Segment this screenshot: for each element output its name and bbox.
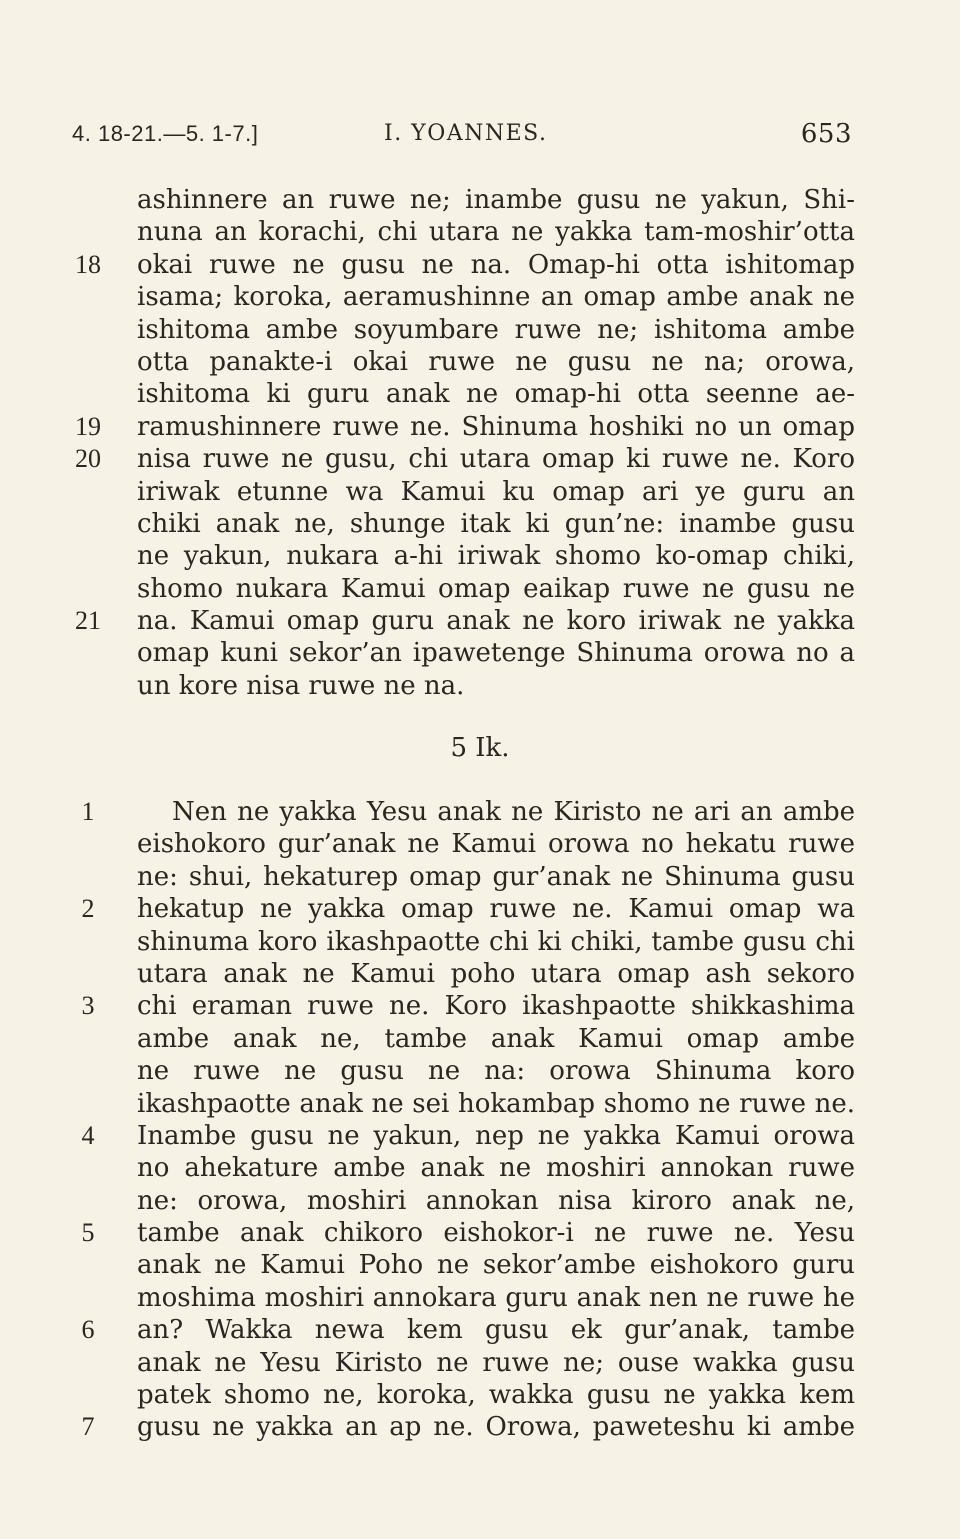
text-line: [0, 828, 960, 860]
line-text: shomo nukara Kamui omap eaikap ruwe ne gusu ne: [137, 573, 855, 604]
line-text: tambe anak chikoro eishokor-i ne ruwe ne. Yesu: [137, 1218, 855, 1249]
line-text: ishitoma ambe soyumbare ruwe ne; ishitoma ambe: [137, 314, 855, 345]
line-text: eishokoro gur’anak ne Kamui orowa no hekatu ruwe: [137, 829, 855, 860]
text-line: [0, 1088, 960, 1120]
running-reference: 4. 18-21.—5. 1-7.]: [72, 121, 259, 146]
verse-number: 6: [81, 1315, 95, 1345]
line-text: ashinnere an ruwe ne; inambe gusu ne yakun, Shi-: [137, 185, 855, 215]
verse-number: 5: [81, 1218, 95, 1248]
text-line: [0, 1379, 960, 1411]
line-text: an? Wakka newa kem gusu ek gur’anak, tambe: [137, 1315, 855, 1346]
page-number: 653: [800, 119, 852, 149]
text-line: [0, 1152, 960, 1184]
line-text: ramushinnere ruwe ne. Shinuma hoshiki no un omap: [137, 411, 855, 442]
text-line: [0, 1217, 960, 1249]
chapter-heading: 5 Ik.: [450, 733, 510, 763]
line-text: nuna an korachi, chi utara ne yakka tam-moshir’otta: [137, 217, 855, 248]
text-line: [0, 476, 960, 508]
text-line: [0, 1055, 960, 1087]
text-line: [0, 796, 960, 828]
text-line: [0, 1347, 960, 1379]
line-text: Nen ne yakka Yesu anak ne Kiristo ne ari an ambe: [172, 797, 855, 827]
line-text: Inambe gusu ne yakun, nep ne yakka Kamui orowa: [137, 1120, 855, 1151]
text-line: [0, 1120, 960, 1152]
line-text: ne: orowa, moshiri annokan nisa kiroro anak ne,: [137, 1185, 855, 1216]
line-text: un kore nisa ruwe ne na.: [137, 670, 465, 701]
text-line: [0, 573, 960, 605]
line-text: isama; koroka, aeramushinne an omap ambe anak ne: [137, 282, 855, 313]
text-line: [0, 378, 960, 410]
text-line: [0, 540, 960, 572]
text-line: [0, 1023, 960, 1055]
text-line: [0, 216, 960, 248]
line-text: shinuma koro ikashpaotte chi ki chiki, tambe gusu chi: [137, 926, 855, 957]
line-text: gusu ne yakka an ap ne. Orowa, paweteshu ki ambe: [137, 1412, 855, 1443]
verse-number: 19: [75, 411, 101, 441]
line-text: ambe anak ne, tambe anak Kamui omap ambe: [137, 1023, 855, 1054]
verse-number: 4: [81, 1120, 95, 1150]
line-text: chi eraman ruwe ne. Koro ikashpaotte shikkashima: [137, 991, 855, 1022]
line-text: otta panakte-i okai ruwe ne gusu ne na; orowa,: [137, 346, 855, 377]
line-text: hekatup ne yakka omap ruwe ne. Kamui omap wa: [137, 894, 855, 925]
line-text: iriwak etunne wa Kamui ku omap ari ye guru an: [137, 476, 855, 507]
verse-number: 7: [81, 1412, 95, 1442]
verse-number: 21: [75, 606, 101, 636]
text-line: [0, 249, 960, 281]
text-line: [0, 637, 960, 669]
line-text: okai ruwe ne gusu ne na. Omap-hi otta ishitomap: [137, 249, 855, 280]
text-line: [0, 1249, 960, 1281]
line-text: patek shomo ne, koroka, wakka gusu ne yakka kem: [137, 1380, 855, 1411]
verse-number: 1: [81, 797, 95, 826]
line-text: moshima moshiri annokara guru anak nen ne ruwe he: [137, 1282, 855, 1313]
line-text: ne: shui, hekaturep omap gur’anak ne Shinuma gusu: [137, 861, 855, 892]
line-text: ne yakun, nukara a-hi iriwak shomo ko-omap chiki,: [137, 541, 855, 572]
text-line: [0, 443, 960, 475]
text-line: [0, 411, 960, 443]
line-text: anak ne Kamui Poho ne sekor’ambe eishokoro guru: [137, 1250, 855, 1281]
verse-number: 2: [81, 894, 95, 924]
text-line: [0, 926, 960, 958]
line-text: chiki anak ne, shunge itak ki gun’ne: inambe gusu: [137, 508, 855, 539]
text-line: [0, 184, 960, 216]
text-line: [0, 893, 960, 925]
text-line: [0, 1185, 960, 1217]
text-line: [0, 314, 960, 346]
text-line: [0, 1282, 960, 1314]
line-text: na. Kamui omap guru anak ne koro iriwak ne yakka: [137, 606, 855, 637]
text-line: [0, 508, 960, 540]
line-text: utara anak ne Kamui poho utara omap ash sekoro: [137, 958, 855, 989]
line-text: ishitoma ki guru anak ne omap-hi otta seenne ae-: [137, 379, 855, 410]
verse-number: 18: [75, 249, 101, 279]
line-text: no ahekature ambe anak ne moshiri annokan ruwe: [137, 1153, 855, 1184]
text-line: [0, 1411, 960, 1443]
chapter-5-text: [0, 796, 960, 1444]
line-text: ne ruwe ne gusu ne na: orowa Shinuma koro: [137, 1056, 855, 1087]
text-line: [0, 1314, 960, 1346]
text-line: [0, 281, 960, 313]
verse-number: 3: [81, 991, 95, 1021]
line-text: anak ne Yesu Kiristo ne ruwe ne; ouse wakka gusu: [137, 1347, 855, 1378]
text-line: [0, 605, 960, 637]
running-title: I. YOANNES.: [384, 121, 548, 146]
text-line: [0, 670, 960, 702]
line-text: nisa ruwe ne gusu, chi utara omap ki ruwe ne. Koro: [137, 444, 855, 475]
text-line: [0, 346, 960, 378]
text-line: [0, 958, 960, 990]
text-line: [0, 990, 960, 1022]
line-text: ikashpaotte anak ne sei hokambap shomo ne ruwe ne.: [137, 1088, 855, 1119]
verse-number: 20: [75, 444, 101, 474]
chapter-4-text: [0, 184, 960, 702]
text-line: [0, 861, 960, 893]
line-text: omap kuni sekor’an ipawetenge Shinuma orowa no a: [137, 638, 855, 669]
